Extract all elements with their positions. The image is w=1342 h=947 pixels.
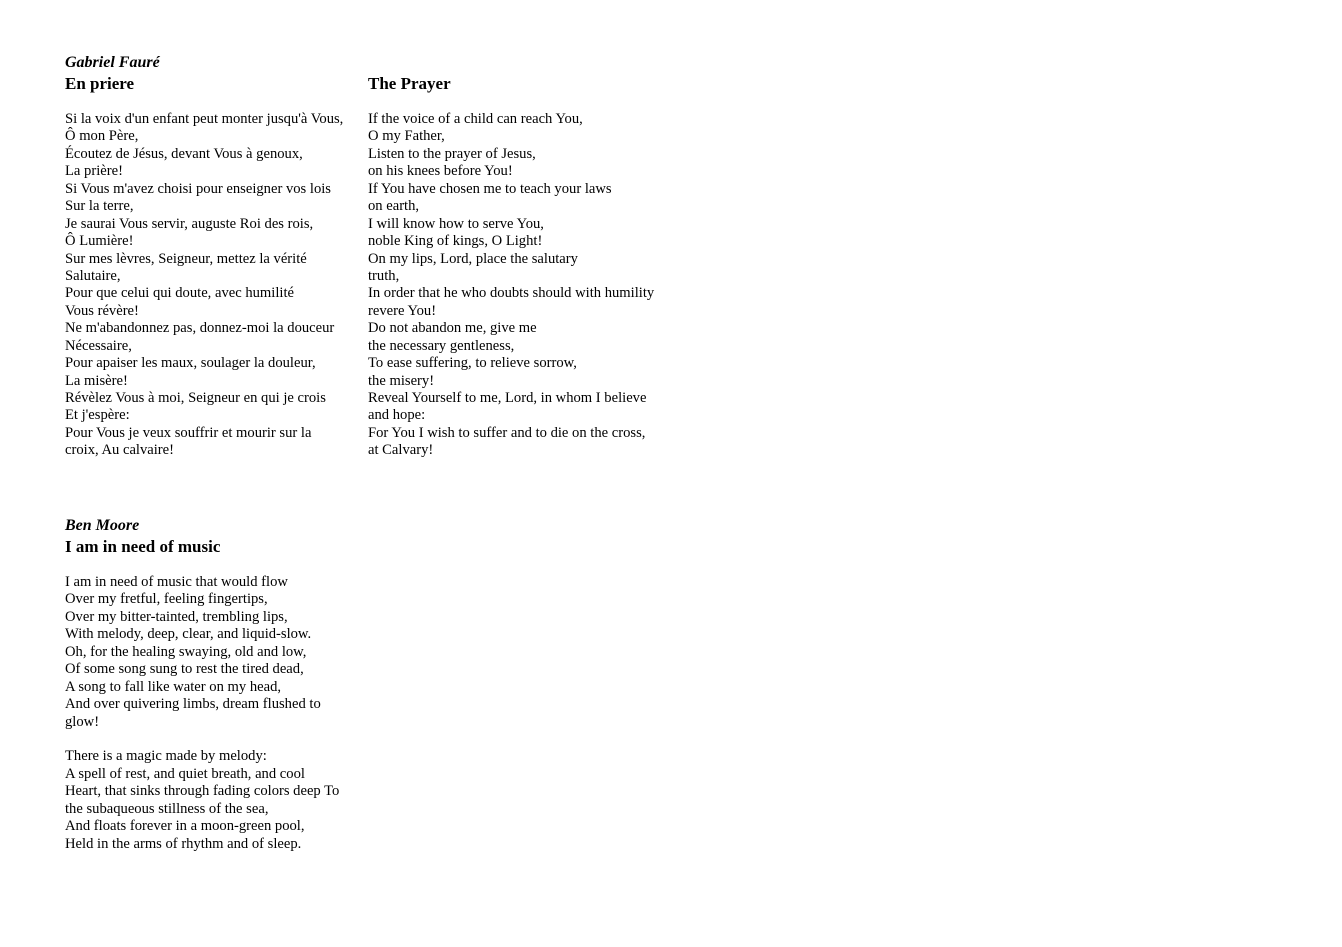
translation-title: The Prayer bbox=[368, 74, 451, 93]
lyric-line: I will know how to serve You, bbox=[368, 215, 544, 232]
lyric-line: If the voice of a child can reach You, bbox=[368, 111, 583, 127]
lyric-line: Pour Vous je veux souffrir et mourir sur la bbox=[65, 424, 312, 441]
lyric-line: Reveal Yourself to me, Lord, in whom I believe bbox=[368, 390, 647, 406]
lyric-line: Si la voix d'un enfant peut monter jusqu'à Vous, bbox=[65, 111, 344, 127]
lyric-line: La prière! bbox=[65, 163, 123, 180]
lyric-line: On my lips, Lord, place the salutary bbox=[368, 250, 578, 267]
lyric-line: If You have chosen me to teach your laws bbox=[368, 180, 612, 197]
lyric-line: Et j'espère: bbox=[65, 407, 130, 424]
lyric-line: Pour que celui qui doute, avec humilité bbox=[65, 285, 294, 302]
lyric-line: Je saurai Vous servir, auguste Roi des rois, bbox=[65, 215, 314, 232]
lyric-line: I am in need of music that would flow bbox=[65, 574, 288, 590]
lyric-line: Ô mon Père, bbox=[65, 128, 139, 145]
lyric-line: Sur mes lèvres, Seigneur, mettez la vérité bbox=[65, 250, 307, 267]
lyric-line: Si Vous m'avez choisi pour enseigner vos lois bbox=[65, 180, 331, 197]
lyric-line: glow! bbox=[65, 713, 100, 730]
lyric-line: With melody, deep, clear, and liquid-slow. bbox=[65, 626, 312, 643]
lyric-line: Held in the arms of rhythm and of sleep. bbox=[65, 835, 302, 852]
lyric-line: Heart, that sinks through fading colors deep To bbox=[65, 783, 340, 800]
lyric-line: O my Father, bbox=[368, 128, 445, 145]
lyric-line: Of some song sung to rest the tired dead, bbox=[65, 661, 304, 678]
lyric-line: Révèlez Vous à moi, Seigneur en qui je crois bbox=[65, 390, 326, 406]
lyric-line: Over my bitter-tainted, trembling lips, bbox=[65, 608, 288, 625]
lyric-line: Nécessaire, bbox=[65, 337, 132, 354]
original-lyrics bbox=[65, 111, 368, 460]
lyric-line: Sur la terre, bbox=[65, 198, 134, 215]
lyric-line: Vous révère! bbox=[65, 302, 139, 319]
composer-name: Ben Moore bbox=[65, 517, 140, 534]
song-title: En priere bbox=[65, 74, 135, 93]
lyric-line: and hope: bbox=[368, 407, 426, 424]
lyric-line: Pour apaiser les maux, soulager la douleur, bbox=[65, 355, 316, 372]
translation-column bbox=[368, 73, 698, 460]
lyric-line: Ô Lumière! bbox=[65, 233, 134, 250]
lyric-line: the subaqueous stillness of the sea, bbox=[65, 800, 269, 817]
original-column bbox=[65, 73, 368, 460]
lyric-line: noble King of kings, O Light! bbox=[368, 233, 543, 250]
lyric-line: revere You! bbox=[368, 302, 437, 319]
lyrics-columns bbox=[65, 73, 698, 460]
stanza bbox=[65, 574, 339, 731]
lyric-line: Over my fretful, feeling fingertips, bbox=[65, 591, 268, 608]
translation-lyrics bbox=[368, 111, 698, 460]
lyric-line: on earth, bbox=[368, 198, 420, 215]
lyric-line: There is a magic made by melody: bbox=[65, 748, 267, 765]
composer-name: Gabriel Fauré bbox=[65, 54, 160, 71]
lyric-line: at Calvary! bbox=[368, 442, 434, 459]
lyric-line: A song to fall like water on my head, bbox=[65, 678, 282, 695]
lyric-line: Listen to the prayer of Jesus, bbox=[368, 145, 536, 162]
lyric-line: And floats forever in a moon-green pool, bbox=[65, 818, 305, 835]
song-moore bbox=[65, 516, 339, 853]
lyric-line: Écoutez de Jésus, devant Vous à genoux, bbox=[65, 145, 303, 162]
lyric-line: La misère! bbox=[65, 372, 128, 389]
lyric-line: A spell of rest, and quiet breath, and cool bbox=[65, 765, 305, 782]
lyric-line: the misery! bbox=[368, 372, 435, 389]
lyric-line: Ne m'abandonnez pas, donnez-moi la douceur bbox=[65, 320, 335, 337]
lyric-line: To ease suffering, to relieve sorrow, bbox=[368, 355, 577, 372]
song-title: I am in need of music bbox=[65, 537, 221, 556]
lyric-line: And over quivering limbs, dream flushed to bbox=[65, 696, 321, 713]
stanza bbox=[65, 748, 339, 853]
lyric-line: on his knees before You! bbox=[368, 163, 513, 180]
lyric-line: Do not abandon me, give me bbox=[368, 320, 537, 337]
moore-lyrics bbox=[65, 574, 339, 853]
lyric-line: truth, bbox=[368, 267, 400, 284]
song-faure bbox=[65, 53, 698, 460]
lyric-line: Salutaire, bbox=[65, 267, 121, 284]
lyric-line: For You I wish to suffer and to die on the cross, bbox=[368, 424, 646, 441]
lyric-line: the necessary gentleness, bbox=[368, 337, 515, 354]
lyric-line: In order that he who doubts should with humility bbox=[368, 285, 655, 302]
lyric-line: Oh, for the healing swaying, old and low, bbox=[65, 643, 307, 660]
lyric-line: croix, Au calvaire! bbox=[65, 442, 174, 459]
